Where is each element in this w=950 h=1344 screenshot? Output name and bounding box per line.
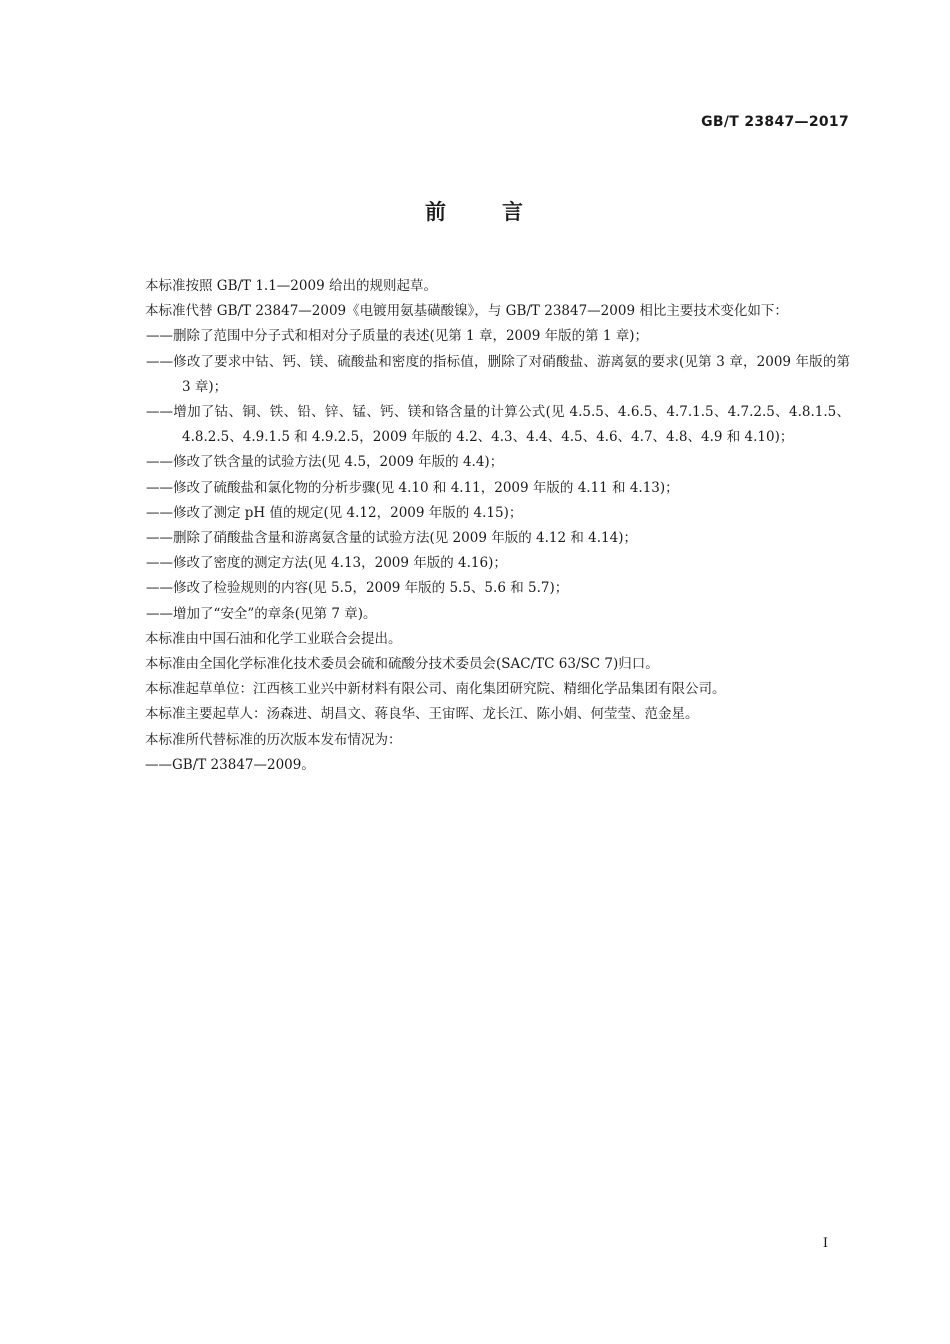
page-number: I [822, 1236, 828, 1251]
drafting-rule-paragraph: 本标准按照 GB/T 1.1—2009 给出的规则起草。 [145, 278, 437, 294]
page-title [0, 196, 950, 226]
change-item: ——修改了硫酸盐和氯化物的分析步骤(见 4.10 和 4.11，2009 年版的 4.11 和 4.13)； [146, 479, 679, 496]
change-item: ——删除了范围中分子式和相对分子质量的表述(见第 1 章，2009 年版的第 1 章)； [146, 328, 649, 345]
history-intro-paragraph: 本标准所代替标准的历次版本发布情况为： [145, 731, 402, 748]
change-item: ——修改了密度的测定方法(见 4.13，2009 年版的 4.16)； [146, 555, 507, 572]
title-char-1: 前 [425, 200, 448, 224]
change-item: ——增加了“安全”的章条(见第 7 章)。 [146, 605, 377, 622]
change-item: ——修改了铁含量的试验方法(见 4.5，2009 年版的 4.4)； [146, 454, 504, 471]
standard-number: GB/T 23847—2017 [701, 114, 849, 130]
history-item: ——GB/T 23847—2009。 [145, 756, 315, 773]
change-item: ——修改了检验规则的内容(见 5.5，2009 年版的 5.5、5.6 和 5.7)； [146, 580, 569, 597]
drafting-units-paragraph: 本标准起草单位：江西核工业兴中新材料有限公司、南化集团研究院、精细化学品集团有限公司。 [145, 681, 726, 698]
replaces-paragraph: 本标准代替 GB/T 23847—2009《电镀用氨基磺酸镍》，与 GB/T 23847—2009 相比主要技术变化如下： [145, 303, 788, 320]
change-item: ——修改了要求中钴、钙、镁、硫酸盐和密度的指标值，删除了对硝酸盐、游离氨的要求(见第 3 章，2009 年版的第 3 章)； [146, 353, 850, 395]
change-item: ——增加了钴、铜、铁、铅、锌、锰、钙、镁和铬含量的计算公式(见 4.5.5、4.6.5、4.7.1.5、4.7.2.5、4.8.1.5、4.8.2.5、4.9.1.5 和 4.9.2.5，2009 年版的 4.2、4.3、4.4、4.5、4.6、4.7、4.8、4.9 和 4.10)； [146, 404, 850, 446]
change-item: ——修改了测定 pH 值的规定(见 4.12，2009 年版的 4.15)； [146, 504, 523, 521]
title-char-2: 言 [502, 200, 525, 224]
change-item: ——删除了硝酸盐含量和游离氨含量的试验方法(见 2009 年版的 4.12 和 4.14)； [146, 530, 637, 547]
proposed-by-paragraph: 本标准由中国石油和化学工业联合会提出。 [145, 630, 402, 647]
centralized-by-paragraph: 本标准由全国化学标准化技术委员会硫和硫酸分技术委员会(SAC/TC 63/SC 7)归口。 [145, 656, 659, 673]
document-body [118, 274, 850, 778]
drafters-paragraph: 本标准主要起草人：汤森进、胡昌文、蒋良华、王宙晖、龙长江、陈小娟、何莹莹、范金星。 [145, 706, 699, 723]
